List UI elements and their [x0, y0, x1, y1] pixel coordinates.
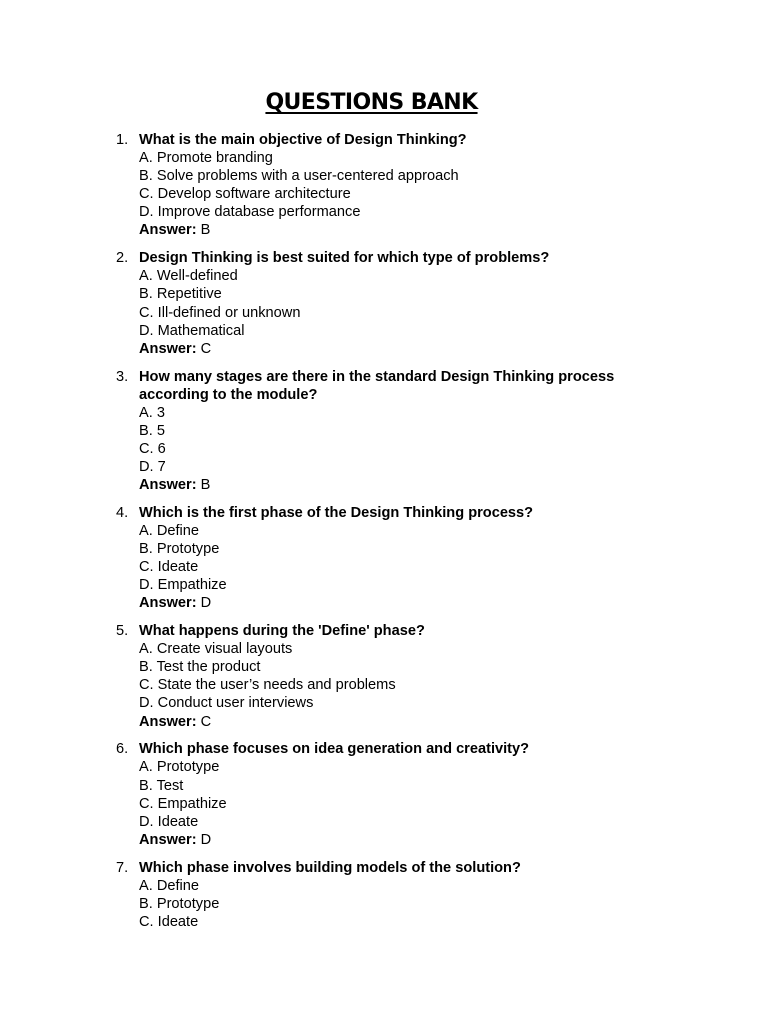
answer-option: A. Promote branding [139, 150, 273, 167]
answer-option: D. Ideate [139, 813, 199, 830]
question-text: What is the main objective of Design Thinking? [139, 132, 467, 148]
question-number: 1. [116, 132, 129, 148]
answer-value: D [200, 595, 212, 612]
question-number: 2. [116, 250, 129, 267]
question-list [0, 131, 768, 941]
answer-label: Answer: [139, 222, 197, 239]
answer-option: C. Develop software architecture [139, 186, 351, 203]
question-item [0, 249, 768, 358]
question-text: Which is the first phase of the Design Thinking process? [139, 504, 534, 521]
answer-label: Answer: [139, 713, 197, 730]
answer-option: D. Improve database performance [139, 204, 361, 221]
answer-option: B. Test [139, 777, 184, 794]
answer-option: A. 3 [139, 404, 165, 421]
answer-option: A. Well-defined [139, 268, 238, 285]
answer-option: C. State the user’s needs and problems [139, 677, 396, 694]
answer-option: A. Define [139, 877, 200, 894]
answer-value: D [200, 831, 212, 848]
answer-option: B. Prototype [139, 541, 220, 558]
answer-option: C. Ill-defined or unknown [139, 304, 301, 321]
page-title-text: QUESTIONS BANK [265, 90, 478, 115]
question-text: Design Thinking is best suited for which type of problems? [139, 250, 550, 267]
question-text: How many stages are there in the standard Design Thinking process according to the module? [139, 368, 615, 403]
question-number: 7. [116, 859, 129, 876]
answer-option: B. Repetitive [139, 286, 222, 303]
page-title [0, 88, 743, 118]
answer-option: B. Prototype [139, 895, 220, 912]
answer-option: A. Create visual layouts [139, 641, 293, 658]
answer-label: Answer: [139, 831, 197, 848]
answer-value: B [200, 222, 211, 239]
correct-answer [139, 221, 668, 239]
answer-option: C. Ideate [139, 913, 199, 930]
question-item [0, 504, 768, 613]
answer-option: B. Solve problems with a user-centered approach [139, 168, 459, 185]
answer-option: C. 6 [139, 440, 166, 457]
answer-option: D. Mathematical [139, 322, 245, 339]
question-text: What happens during the 'Define' phase? [139, 623, 425, 640]
correct-answer [139, 594, 668, 612]
answer-option: B. Test the product [139, 659, 261, 676]
question-number: 4. [116, 504, 129, 521]
answer-label: Answer: [139, 340, 197, 357]
correct-answer [139, 713, 668, 731]
answer-value: B [200, 477, 211, 494]
answer-option: D. Conduct user interviews [139, 695, 314, 712]
question-item [0, 368, 768, 495]
answer-option: A. Prototype [139, 759, 220, 776]
question-item [0, 740, 768, 849]
answer-option: D. Empathize [139, 577, 227, 594]
answer-label: Answer: [139, 595, 197, 612]
answer-value: C [200, 340, 212, 357]
question-text: Which phase involves building models of the solution? [139, 859, 521, 876]
correct-answer [139, 340, 668, 358]
correct-answer [139, 831, 668, 849]
question-number: 3. [116, 368, 129, 385]
answer-value: C [200, 713, 212, 730]
correct-answer [139, 476, 668, 494]
question-item [0, 859, 768, 931]
question-number: 5. [116, 623, 129, 640]
answer-option: C. Ideate [139, 559, 199, 576]
answer-option: D. 7 [139, 458, 166, 475]
answer-option: C. Empathize [139, 795, 227, 812]
answer-option: B. 5 [139, 422, 165, 439]
question-item [0, 131, 768, 240]
answer-option: A. Define [139, 522, 200, 539]
answer-label: Answer: [139, 477, 197, 494]
question-text: Which phase focuses on idea generation and creativity? [139, 741, 530, 758]
question-number: 6. [116, 741, 129, 758]
question-item [0, 622, 768, 731]
